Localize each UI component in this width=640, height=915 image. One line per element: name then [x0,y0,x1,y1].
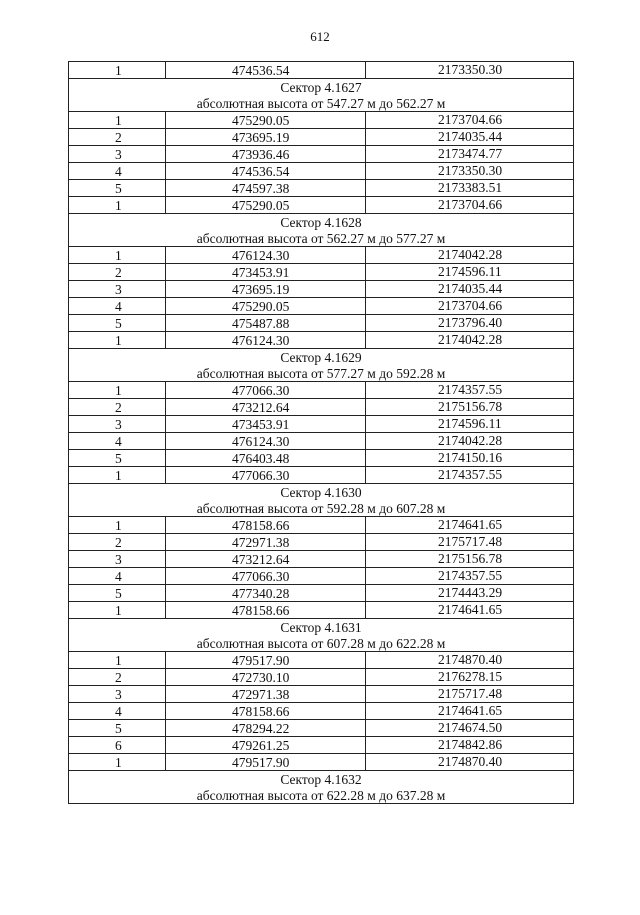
page-number: 612 [310,29,330,44]
point-number-cell: 3 [69,146,166,163]
table-row [69,129,574,146]
x-coordinate-cell: 476124.30 [166,332,366,349]
point-number-cell: 1 [69,112,166,129]
sector-title: Сектор 4.1630 [69,484,574,501]
x-coordinate-cell: 477340.28 [166,585,366,602]
x-coordinate-cell: 474536.54 [166,62,366,79]
table-row [69,551,574,568]
point-number-cell: 5 [69,585,166,602]
point-number-cell: 4 [69,568,166,585]
x-coordinate-cell: 472730.10 [166,669,366,686]
point-number-cell: 1 [69,197,166,214]
y-coordinate-cell: 2174042.28 [366,433,574,450]
sector-title: Сектор 4.1632 [69,771,574,788]
sector-altitude-row [69,95,574,112]
y-coordinate-cell: 2173796.40 [366,315,574,332]
x-coordinate-cell: 479517.90 [166,754,366,771]
table-row [69,62,574,79]
y-coordinate-cell: 2174641.65 [366,517,574,534]
y-coordinate-cell: 2174035.44 [366,281,574,298]
point-number-cell: 3 [69,551,166,568]
x-coordinate-cell: 479261.25 [166,737,366,754]
table-row [69,298,574,315]
point-number-cell: 4 [69,163,166,180]
x-coordinate-cell: 473695.19 [166,281,366,298]
point-number-cell: 1 [69,467,166,484]
x-coordinate-cell: 479517.90 [166,652,366,669]
table-row [69,754,574,771]
y-coordinate-cell: 2174357.55 [366,467,574,484]
y-coordinate-cell: 2174870.40 [366,652,574,669]
x-coordinate-cell: 476124.30 [166,247,366,264]
y-coordinate-cell: 2174842.86 [366,737,574,754]
table-row [69,720,574,737]
sector-altitude: абсолютная высота от 577.27 м до 592.28 м [69,365,574,382]
table-row [69,450,574,467]
point-number-cell: 1 [69,247,166,264]
x-coordinate-cell: 475290.05 [166,112,366,129]
point-number-cell: 4 [69,703,166,720]
sector-header-row [69,619,574,636]
x-coordinate-cell: 472971.38 [166,686,366,703]
point-number-cell: 1 [69,754,166,771]
table-row [69,669,574,686]
y-coordinate-cell: 2174641.65 [366,602,574,619]
x-coordinate-cell: 477066.30 [166,568,366,585]
table-row [69,382,574,399]
table-row [69,737,574,754]
table-row [69,112,574,129]
x-coordinate-cell: 476124.30 [166,433,366,450]
point-number-cell: 3 [69,416,166,433]
sector-header-row [69,484,574,501]
x-coordinate-cell: 473212.64 [166,399,366,416]
table-row [69,534,574,551]
y-coordinate-cell: 2174150.16 [366,450,574,467]
table-row [69,197,574,214]
y-coordinate-cell: 2175156.78 [366,551,574,568]
y-coordinate-cell: 2174042.28 [366,332,574,349]
x-coordinate-cell: 478158.66 [166,602,366,619]
table-row [69,602,574,619]
table-row [69,703,574,720]
x-coordinate-cell: 473695.19 [166,129,366,146]
point-number-cell: 4 [69,433,166,450]
x-coordinate-cell: 478294.22 [166,720,366,737]
y-coordinate-cell: 2174357.55 [366,382,574,399]
sector-altitude: абсолютная высота от 607.28 м до 622.28 м [69,635,574,652]
sector-title: Сектор 4.1628 [69,214,574,231]
point-number-cell: 5 [69,720,166,737]
y-coordinate-cell: 2174443.29 [366,585,574,602]
y-coordinate-cell: 2173350.30 [366,163,574,180]
sector-header-row [69,771,574,788]
y-coordinate-cell: 2174357.55 [366,568,574,585]
table-row [69,163,574,180]
x-coordinate-cell: 476403.48 [166,450,366,467]
x-coordinate-cell: 473936.46 [166,146,366,163]
point-number-cell: 1 [69,382,166,399]
point-number-cell: 2 [69,534,166,551]
coordinates-table [68,61,574,804]
y-coordinate-cell: 2173474.77 [366,146,574,163]
x-coordinate-cell: 474597.38 [166,180,366,197]
table-row [69,467,574,484]
sector-altitude: абсолютная высота от 592.28 м до 607.28 м [69,500,574,517]
y-coordinate-cell: 2174596.11 [366,416,574,433]
table-row [69,332,574,349]
table-row [69,399,574,416]
y-coordinate-cell: 2173704.66 [366,112,574,129]
table-row [69,585,574,602]
x-coordinate-cell: 473212.64 [166,551,366,568]
x-coordinate-cell: 472971.38 [166,534,366,551]
point-number-cell: 1 [69,517,166,534]
point-number-cell: 2 [69,399,166,416]
y-coordinate-cell: 2174870.40 [366,754,574,771]
table-row [69,146,574,163]
sector-header-row [69,349,574,366]
point-number-cell: 1 [69,332,166,349]
table-row [69,180,574,197]
sector-header-row [69,79,574,96]
point-number-cell: 1 [69,602,166,619]
y-coordinate-cell: 2175717.48 [366,534,574,551]
point-number-cell: 3 [69,686,166,703]
table-row [69,416,574,433]
point-number-cell: 2 [69,264,166,281]
table-row [69,315,574,332]
sector-altitude-row [69,635,574,652]
point-number-cell: 1 [69,62,166,79]
point-number-cell: 4 [69,298,166,315]
table-row [69,264,574,281]
sector-altitude: абсолютная высота от 547.27 м до 562.27 м [69,95,574,112]
point-number-cell: 2 [69,669,166,686]
y-coordinate-cell: 2173704.66 [366,298,574,315]
y-coordinate-cell: 2174596.11 [366,264,574,281]
point-number-cell: 2 [69,129,166,146]
x-coordinate-cell: 478158.66 [166,703,366,720]
x-coordinate-cell: 478158.66 [166,517,366,534]
y-coordinate-cell: 2173383.51 [366,180,574,197]
y-coordinate-cell: 2174641.65 [366,703,574,720]
y-coordinate-cell: 2174674.50 [366,720,574,737]
y-coordinate-cell: 2173350.30 [366,62,574,79]
y-coordinate-cell: 2173704.66 [366,197,574,214]
table-row [69,247,574,264]
sector-altitude-row [69,230,574,247]
sector-title: Сектор 4.1627 [69,79,574,96]
sector-altitude-row [69,365,574,382]
sector-title: Сектор 4.1629 [69,349,574,366]
point-number-cell: 6 [69,737,166,754]
x-coordinate-cell: 475290.05 [166,197,366,214]
x-coordinate-cell: 473453.91 [166,416,366,433]
sector-altitude: абсолютная высота от 562.27 м до 577.27 м [69,230,574,247]
table-row [69,281,574,298]
point-number-cell: 3 [69,281,166,298]
sector-title: Сектор 4.1631 [69,619,574,636]
coordinates-table-body [69,62,574,804]
x-coordinate-cell: 474536.54 [166,163,366,180]
x-coordinate-cell: 477066.30 [166,467,366,484]
y-coordinate-cell: 2175156.78 [366,399,574,416]
table-row [69,652,574,669]
x-coordinate-cell: 477066.30 [166,382,366,399]
point-number-cell: 5 [69,180,166,197]
point-number-cell: 5 [69,315,166,332]
table-row [69,517,574,534]
sector-altitude: абсолютная высота от 622.28 м до 637.28 м [69,787,574,804]
y-coordinate-cell: 2174042.28 [366,247,574,264]
table-row [69,686,574,703]
table-row [69,433,574,450]
y-coordinate-cell: 2175717.48 [366,686,574,703]
y-coordinate-cell: 2174035.44 [366,129,574,146]
x-coordinate-cell: 475290.05 [166,298,366,315]
point-number-cell: 5 [69,450,166,467]
x-coordinate-cell: 473453.91 [166,264,366,281]
point-number-cell: 1 [69,652,166,669]
sector-altitude-row [69,787,574,804]
sector-altitude-row [69,500,574,517]
y-coordinate-cell: 2176278.15 [366,669,574,686]
x-coordinate-cell: 475487.88 [166,315,366,332]
table-row [69,568,574,585]
sector-header-row [69,214,574,231]
